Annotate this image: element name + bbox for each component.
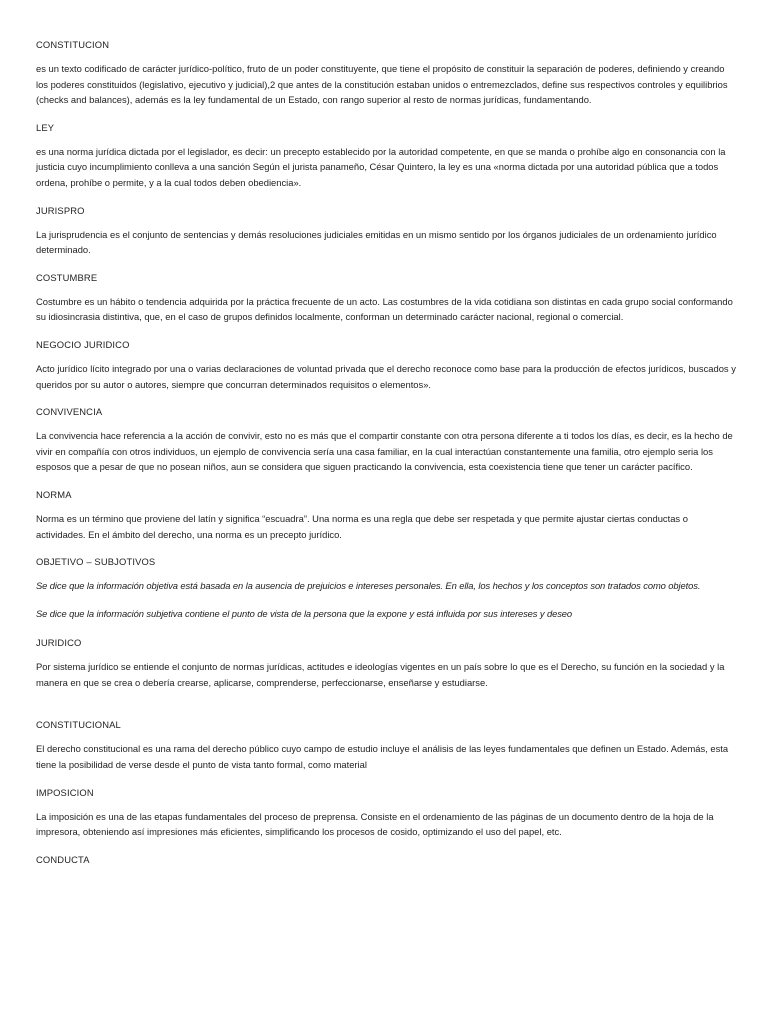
section-heading: JURISPRO <box>36 204 85 216</box>
section-paragraph: Acto jurídico lícito integrado por una o varias declaraciones de voluntad privada que el derecho reconoce como base para la producción de efectos jurídicos, buscados y queridos por su autor o autores, siempre que concurran determinados requisitos o elementos». <box>36 362 736 390</box>
entry-juridico <box>36 635 736 690</box>
entry-norma <box>36 487 736 542</box>
section-heading: CONVIVENCIA <box>36 406 103 418</box>
section-paragraph: es un texto codificado de carácter jurídico-político, fruto de un poder constituyente, que tiene el propósito de constituir la separación de poderes, definiendo y creando los poderes constituidos (legislativo, ejecutivo y judicial),2 que antes de la constitución estaban unidos o entremezclados, define sus respectivos controles y equilibrios (checks and balances), además es la ley fundamental de un Estado, con rango superior al resto de normas jurídicas, fundamentando. <box>36 63 728 106</box>
section-paragraph: La jurisprudencia es el conjunto de sentencias y demás resoluciones judiciales emitidas en un mismo sentido por los órganos judiciales de un ordenamiento jurídico determinado. <box>36 228 717 256</box>
section-heading: JURIDICO <box>36 637 82 649</box>
section-paragraph: El derecho constitucional es una rama del derecho público cuyo campo de estudio incluye el análisis de las leyes fundamentales que definen un Estado. Además, esta tiene la posibilidad de verse desde el punto de vista tanto formal, como material <box>36 743 729 771</box>
section-paragraph-italic: Se dice que la información subjetiva contiene el punto de vista de la persona que la expone y está influida por sus intereses y deseo <box>36 607 573 619</box>
section-heading: LEY <box>36 121 55 133</box>
entry-ley <box>36 120 736 191</box>
section-paragraph-italic: Se dice que la información objetiva está basada en la ausencia de prejuicios e intereses personales. En ella, los hechos y los conceptos son tratados como objetos. <box>36 580 701 592</box>
entry-constitucional <box>36 717 736 772</box>
section-heading: CONSTITUCION <box>36 39 110 50</box>
section-paragraph: es una norma jurídica dictada por el legislador, es decir: un precepto establecido por la autoridad competente, en que se manda o prohíbe algo en consonancia con la justicia cuyo incumplimiento conlleva a una sanción Según el jurista panameño, César Quintero, la ley es una «norma dictada por una autoridad pública que a todos ordena, prohíbe o permite, y a la cual todos deben obediencia». <box>36 145 726 188</box>
section-heading: NEGOCIO JURIDICO <box>36 338 130 350</box>
section-heading: NORMA <box>36 488 72 500</box>
section-paragraph: La convivencia hace referencia a la acción de convivir, esto no es más que el compartir constante con otra persona diferente a ti todos los días, es decir, es la hecho de vivir en compañía con otros individuos, un ejemplo de convivencia sería una casa familiar, en la cual interactúan constantemente una familia, otro ejemplo seria los esposos que a pesar de que no posean niños, aun se considera que siguen practicando la convivencia, esta coexistencia tiene que tener un carácter pacífico. <box>36 430 733 473</box>
entry-constitucion <box>36 37 736 108</box>
section-paragraph: Por sistema jurídico se entiende el conjunto de normas jurídicas, actitudes e ideologías vigentes en un país sobre lo que es el Derecho, su función en la sociedad y la manera en que se crea o debería crearse, aplicarse, comprenderse, perfeccionarse, enseñarse y estudiarse. <box>36 661 725 688</box>
entry-negocio-juridico <box>36 337 736 392</box>
section-heading: COSTUMBRE <box>36 271 98 283</box>
section-paragraph: Norma es un término que proviene del latín y significa “escuadra”. Una norma es una regla que debe ser respetada y que permite ajustar ciertas conductas o actividades. En el ámbito del derecho, una norma es un precepto jurídico. <box>36 512 688 540</box>
entry-convivencia <box>36 404 736 475</box>
entry-imposicion <box>36 785 736 840</box>
section-paragraph: La imposición es una de las etapas fundamentales del proceso de preprensa. Consiste en el ordenamiento de las páginas de un documento dentro de la hoja de la impresora, obteniendo así impresiones más eficientes, simplificando los procesos de cosido, optimizando el uso del papel, etc. <box>36 810 714 838</box>
entry-jurispro <box>36 203 736 258</box>
entry-costumbre <box>36 270 736 325</box>
section-paragraph: Costumbre es un hábito o tendencia adquirida por la práctica frecuente de un acto. Las costumbres de la vida cotidiana son distintas en cada grupo social conformando su idiosincrasia distintiva, que, en el caso de grupos definidos localmente, conforman un determinado carácter nacional, regional o comercial. <box>36 295 733 323</box>
document-page <box>36 37 736 876</box>
section-heading: OBJETIVO – SUBJOTIVOS <box>36 556 156 568</box>
section-heading: IMPOSICION <box>36 786 94 798</box>
entry-objetivo-subjotivos <box>36 554 736 621</box>
section-heading: CONSTITUCIONAL <box>36 719 121 731</box>
section-heading: CONDUCTA <box>36 853 90 865</box>
entry-conducta <box>36 852 736 867</box>
